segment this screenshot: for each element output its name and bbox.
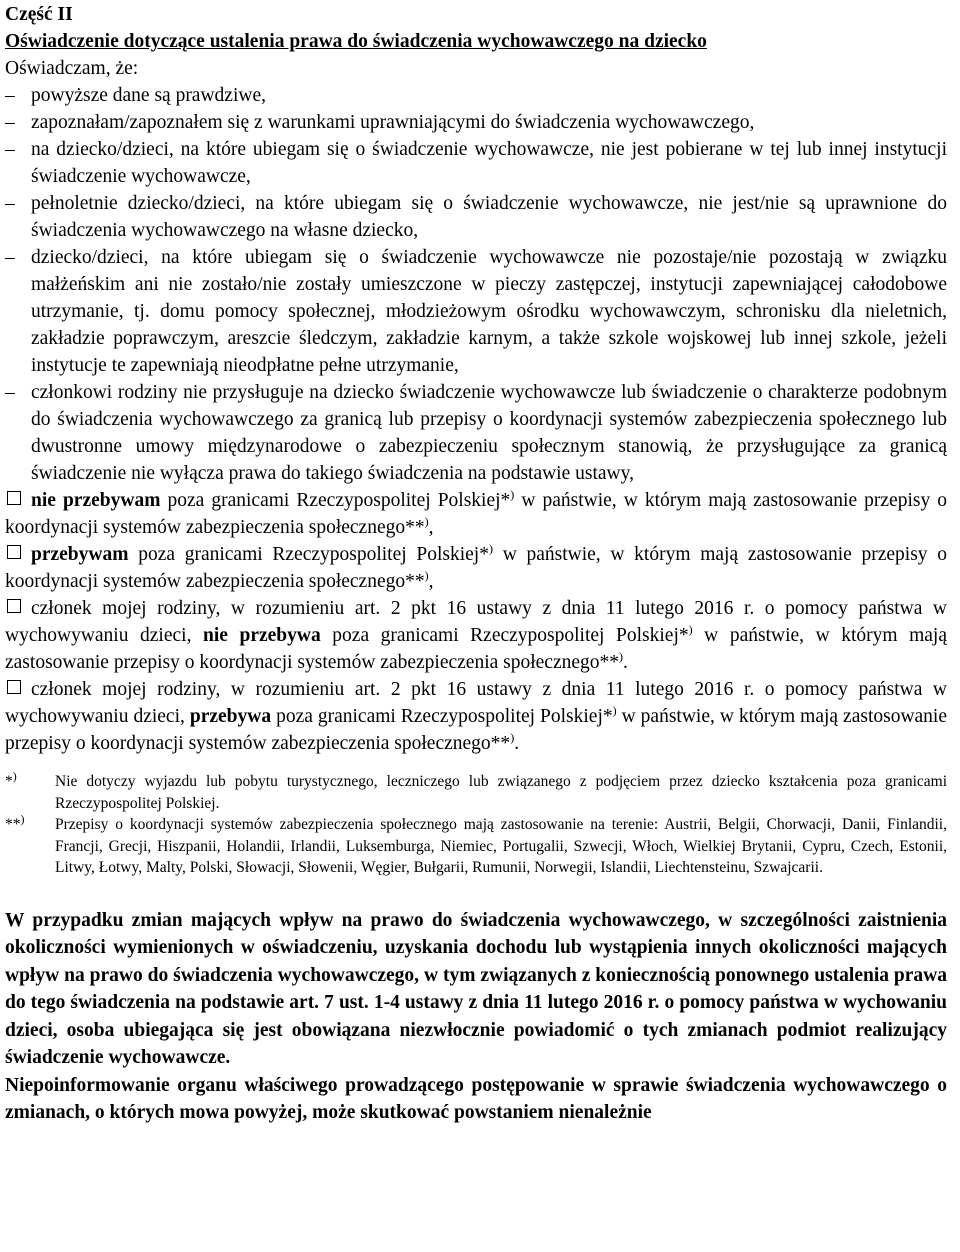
checkbox-family-not-abroad[interactable] <box>7 599 21 613</box>
checkbox-options <box>5 487 947 757</box>
option-abroad: przebywam poza granicami Rzeczypospolitej Polskiej*) w państwie, w którym mają zastosowanie przepisy o koordynacji systemów zabezpieczenia społecznego**), <box>5 541 948 592</box>
option-family-abroad: członek mojej rodziny, w rozumieniu art. 2 pkt 16 ustawy z dnia 11 lutego 2016 r. o pomocy państwa w wychowywaniu dzieci, przebywa poza granicami Rzeczypospolitej Polskiej*) w państwie, w którym mają zastosowanie przepisy o koordynacji systemów zabezpieczenia społecznego**). <box>5 679 948 754</box>
dash-bullet-icon: – <box>5 247 15 268</box>
section-title: Oświadczenie dotyczące ustalenia prawa do świadczenia wychowawczego na dziecko <box>5 31 707 52</box>
option-family-not-abroad: członek mojej rodziny, w rozumieniu art. 2 pkt 16 ustawy z dnia 11 lutego 2016 r. o pomocy państwa w wychowywaniu dzieci, nie przebywa poza granicami Rzeczypospolitej Polskiej*) w państwie, w którym mają zastosowanie przepisy o koordynacji systemów zabezpieczenia społecznego**). <box>5 598 947 673</box>
list-item: – pełnoletnie dziecko/dzieci, na które ubiegam się o świadczenie wychowawcze, nie jest/nie są uprawnione do świadczenia wychowawczego na własne dziecko, <box>5 190 947 244</box>
dash-bullet-icon: – <box>5 112 15 133</box>
list-item: – zapoznałam/zapoznałem się z warunkami uprawniającymi do świadczenia wychowawczego, <box>5 109 947 136</box>
dash-bullet-icon: – <box>5 85 15 106</box>
list-item: – dziecko/dzieci, na które ubiegam się o świadczenie wychowawcze nie pozostaje/nie pozostają w związku małżeńskim ani nie zostało/nie zostały umieszczone w pieczy zastępczej, instytucji zapewniającej całodobowe utrzymanie, tj. domu pomocy społecznej, młodzieżowym ośrodku wychowawczym, schronisku dla nieletnich, zakładzie poprawczym, areszcie śledczym, zakładzie karnym, a także szkole wojskowej lub innej szkole, jeżeli instytucje te zapewniają nieodpłatne pełne utrzymanie, <box>5 244 947 379</box>
intro-text: Oświadczam, że: <box>5 58 139 79</box>
dash-bullet-icon: – <box>5 193 15 214</box>
list-item: – członkowi rodziny nie przysługuje na dziecko świadczenie wychowawcze lub świadczenie o charakterze podobnym do świadczenia wychowawczego za granicą lub przepisy o koordynacji systemów zabezpieczenia społecznego lub dwustronne umowy międzynarodowe o zabezpieczeniu społecznym stanowią, że przysługujące za granicą świadczenie nie wyłącza prawa do takiego świadczenia na podstawie ustawy, <box>5 379 947 487</box>
part-heading: Część II <box>5 4 73 25</box>
dash-bullet-icon: – <box>5 382 15 403</box>
checkbox-family-abroad[interactable] <box>7 680 21 694</box>
checkbox-not-abroad[interactable] <box>7 491 21 505</box>
change-notice-paragraph: W przypadku zmian mających wpływ na prawo do świadczenia wychowawczego, w szczególności zaistnienia okoliczności wymienionych w oświadczeniu, uzyskania dochodu lub wystąpienia innych okoliczności mających wpływ na prawo do świadczenia wychowawczego, w tym związanych z koniecznością ponownego ustalenia prawa do tego świadczenia na podstawie art. 7 ust. 1-4 ustawy z dnia 11 lutego 2016 r. o pomocy państwa w wychowaniu dzieci, osoba ubiegająca się jest obowiązana niezwłocznie powiadomić o tych zmianach podmiot realizujący świadczenie wychowawcze. <box>5 909 947 1068</box>
footnote: *) Nie dotyczy wyjazdu lub pobytu turystycznego, leczniczego lub związanego z podjęciem przez dziecko kształcenia poza granicami Rzeczypospolitej Polskiej. <box>5 768 947 812</box>
non-notification-paragraph: Niepoinformowanie organu właściwego prowadzącego postępowanie w sprawie świadczenia wychowawczego o zmianach, o których mowa powyżej, może skutkować powstaniem nienależnie <box>5 1074 947 1123</box>
list-item: – powyższe dane są prawdziwe, <box>5 82 947 109</box>
declaration-list <box>5 82 947 487</box>
footnote: **) Przepisy o koordynacji systemów zabezpieczenia społecznego mają zastosowanie na terenie: Austrii, Belgii, Chorwacji, Danii, Finlandii, Francji, Grecji, Hiszpanii, Holandii, Irlandii, Luksemburga, Niemiec, Portugalii, Szwecji, Włoch, Wielkiej Brytanii, Cypru, Czech, Estonii, Litwy, Łotwy, Malty, Polski, Słowacji, Słowenii, Węgier, Bułgarii, Rumunii, Norwegii, Islandii, Liechtensteinu, Szwajcarii. <box>5 811 947 876</box>
dash-bullet-icon: – <box>5 139 15 160</box>
checkbox-abroad[interactable] <box>7 545 21 559</box>
option-not-abroad: nie przebywam poza granicami Rzeczypospolitej Polskiej*) w państwie, w którym mają zastosowanie przepisy o koordynacji systemów zabezpieczenia społecznego**), <box>5 487 948 538</box>
footnotes <box>5 768 947 879</box>
list-item: – na dziecko/dzieci, na które ubiegam się o świadczenie wychowawcze, nie jest pobierane w tej lub innej instytucji świadczenie wychowawcze, <box>5 136 947 190</box>
